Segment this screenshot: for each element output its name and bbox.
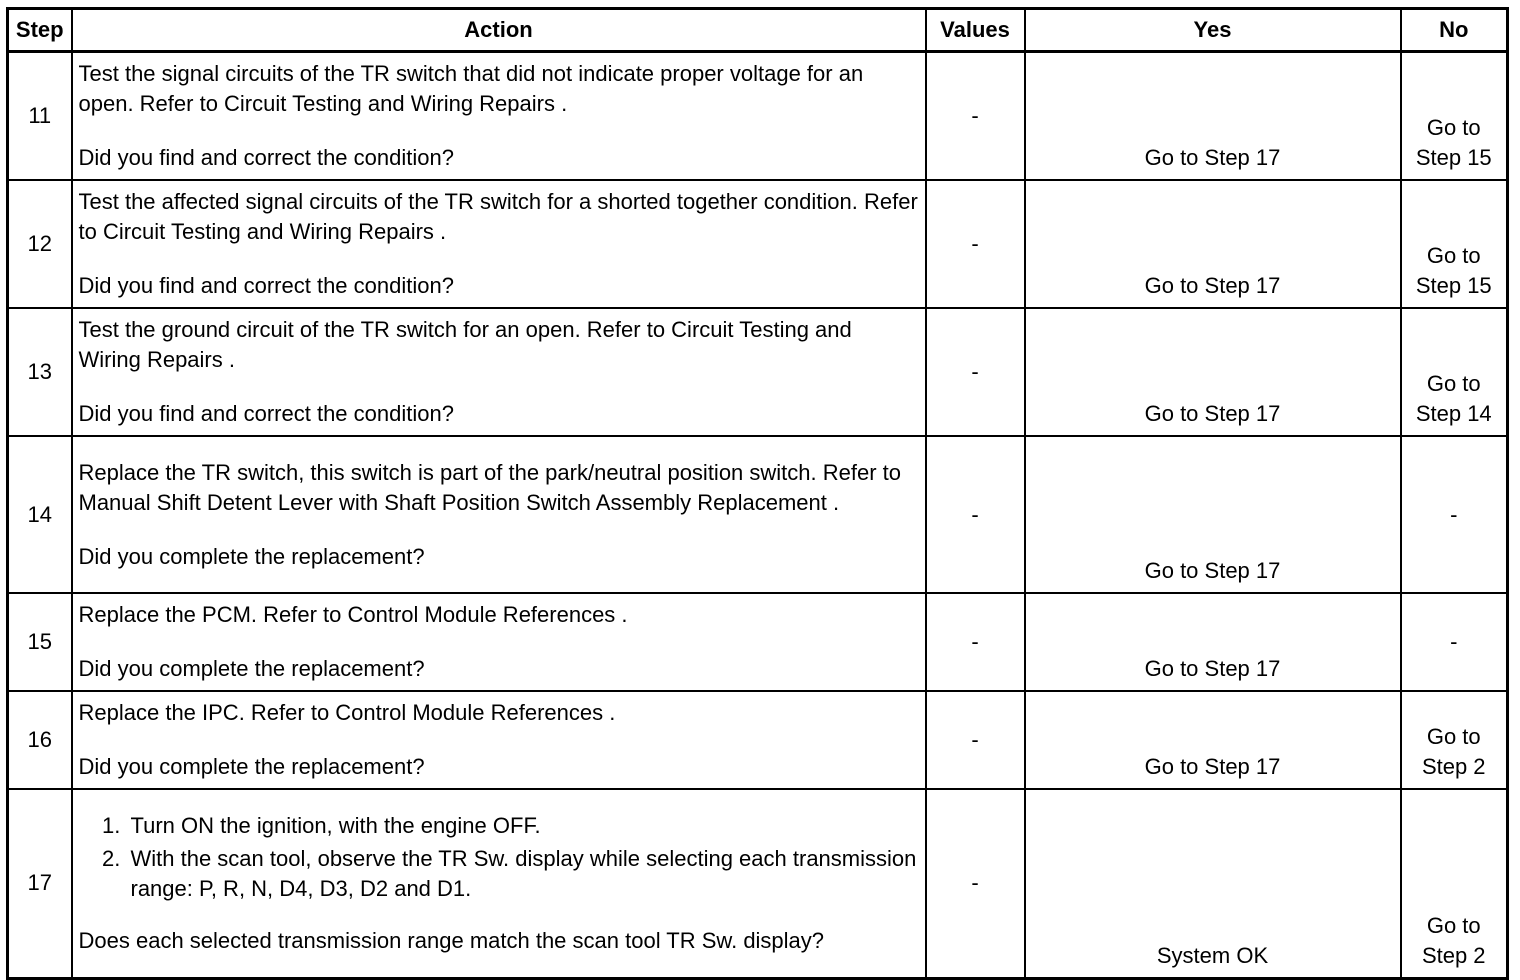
values-cell: - <box>926 308 1025 436</box>
action-question: Did you find and correct the condition? <box>78 273 454 298</box>
action-cell <box>72 691 926 789</box>
header-row <box>8 9 1508 52</box>
header-values: Values <box>926 9 1025 52</box>
procedure-item: 2. With the scan tool, observe the TR Sw. display while selecting each transmission range: P, R, N, D4, D3, D2 and D1. <box>127 844 919 904</box>
table-row <box>8 436 1508 593</box>
no-line-2: Step 2 <box>1421 942 1486 968</box>
procedure-list <box>79 811 919 904</box>
table-row <box>8 691 1508 789</box>
action-question: Did you find and correct the condition? <box>78 401 454 426</box>
action-cell <box>72 436 926 593</box>
yes-cell: Go to Step 17 <box>1025 436 1401 593</box>
yes-cell: Go to Step 17 <box>1025 691 1401 789</box>
no-line-1: Go to <box>1426 912 1481 938</box>
values-cell: - <box>926 180 1025 308</box>
no-cell <box>1401 691 1508 789</box>
action-question: Did you complete the replacement? <box>78 543 425 569</box>
no-line-1: Go to <box>1426 115 1481 140</box>
header-no: No <box>1401 9 1508 52</box>
no-line-1: Go to <box>1426 371 1481 396</box>
action-cell <box>72 593 926 691</box>
action-text: Test the ground circuit of the TR switch for an open. Refer to Circuit Testing and Wiring Repairs . <box>78 317 852 372</box>
no-cell: - <box>1401 436 1508 593</box>
action-text: Replace the PCM. Refer to Control Module References . <box>78 602 628 627</box>
action-text: Test the signal circuits of the TR switch that did not indicate proper voltage for an open. Refer to Circuit Testing and Wiring Repairs . <box>78 61 864 116</box>
action-question: Does each selected transmission range match the scan tool TR Sw. display? <box>78 927 825 953</box>
values-cell: - <box>926 789 1025 978</box>
yes-cell: System OK <box>1025 789 1401 978</box>
table-row <box>8 593 1508 691</box>
yes-cell: Go to Step 17 <box>1025 180 1401 308</box>
action-question: Did you complete the replacement? <box>78 754 425 779</box>
no-line-2: Step 2 <box>1421 754 1486 779</box>
no-line-2: Step 15 <box>1415 273 1492 298</box>
table-row <box>8 789 1508 978</box>
no-line-1: Go to <box>1426 243 1481 268</box>
step-number: 15 <box>8 593 72 691</box>
yes-cell: Go to Step 17 <box>1025 52 1401 181</box>
no-cell <box>1401 180 1508 308</box>
values-cell: - <box>926 691 1025 789</box>
table-row <box>8 52 1508 181</box>
header-step: Step <box>8 9 72 52</box>
action-text: Replace the IPC. Refer to Control Module References . <box>78 700 616 725</box>
action-text: Test the affected signal circuits of the TR switch for a shorted together condition. Refer to Circuit Testing and Wiring Repairs . <box>78 189 918 244</box>
action-cell <box>72 308 926 436</box>
procedure-item: 1. Turn ON the ignition, with the engine OFF. <box>127 811 919 841</box>
diagnostic-table <box>6 7 1509 980</box>
step-number: 12 <box>8 180 72 308</box>
action-text: Replace the TR switch, this switch is part of the park/neutral position switch. Refer to Manual Shift Detent Lever with Shaft Position Switch Assembly Replacement . <box>78 459 902 515</box>
no-line-2: Step 15 <box>1415 145 1492 170</box>
step-number: 14 <box>8 436 72 593</box>
yes-cell: Go to Step 17 <box>1025 593 1401 691</box>
no-line-2: Step 14 <box>1415 401 1492 426</box>
action-question: Did you find and correct the condition? <box>78 145 454 170</box>
action-question: Did you complete the replacement? <box>78 656 425 681</box>
no-cell: - <box>1401 593 1508 691</box>
action-cell <box>72 52 926 181</box>
no-line-1: Go to <box>1426 724 1481 749</box>
table-row <box>8 308 1508 436</box>
header-yes: Yes <box>1025 9 1401 52</box>
no-cell <box>1401 789 1508 978</box>
step-number: 13 <box>8 308 72 436</box>
table-row <box>8 180 1508 308</box>
values-cell: - <box>926 52 1025 181</box>
no-cell <box>1401 52 1508 181</box>
values-cell: - <box>926 436 1025 593</box>
action-cell <box>72 180 926 308</box>
step-number: 11 <box>8 52 72 181</box>
step-number: 16 <box>8 691 72 789</box>
step-number: 17 <box>8 789 72 978</box>
yes-cell: Go to Step 17 <box>1025 308 1401 436</box>
values-cell: - <box>926 593 1025 691</box>
header-action: Action <box>72 9 926 52</box>
no-cell <box>1401 308 1508 436</box>
action-cell <box>72 789 926 978</box>
